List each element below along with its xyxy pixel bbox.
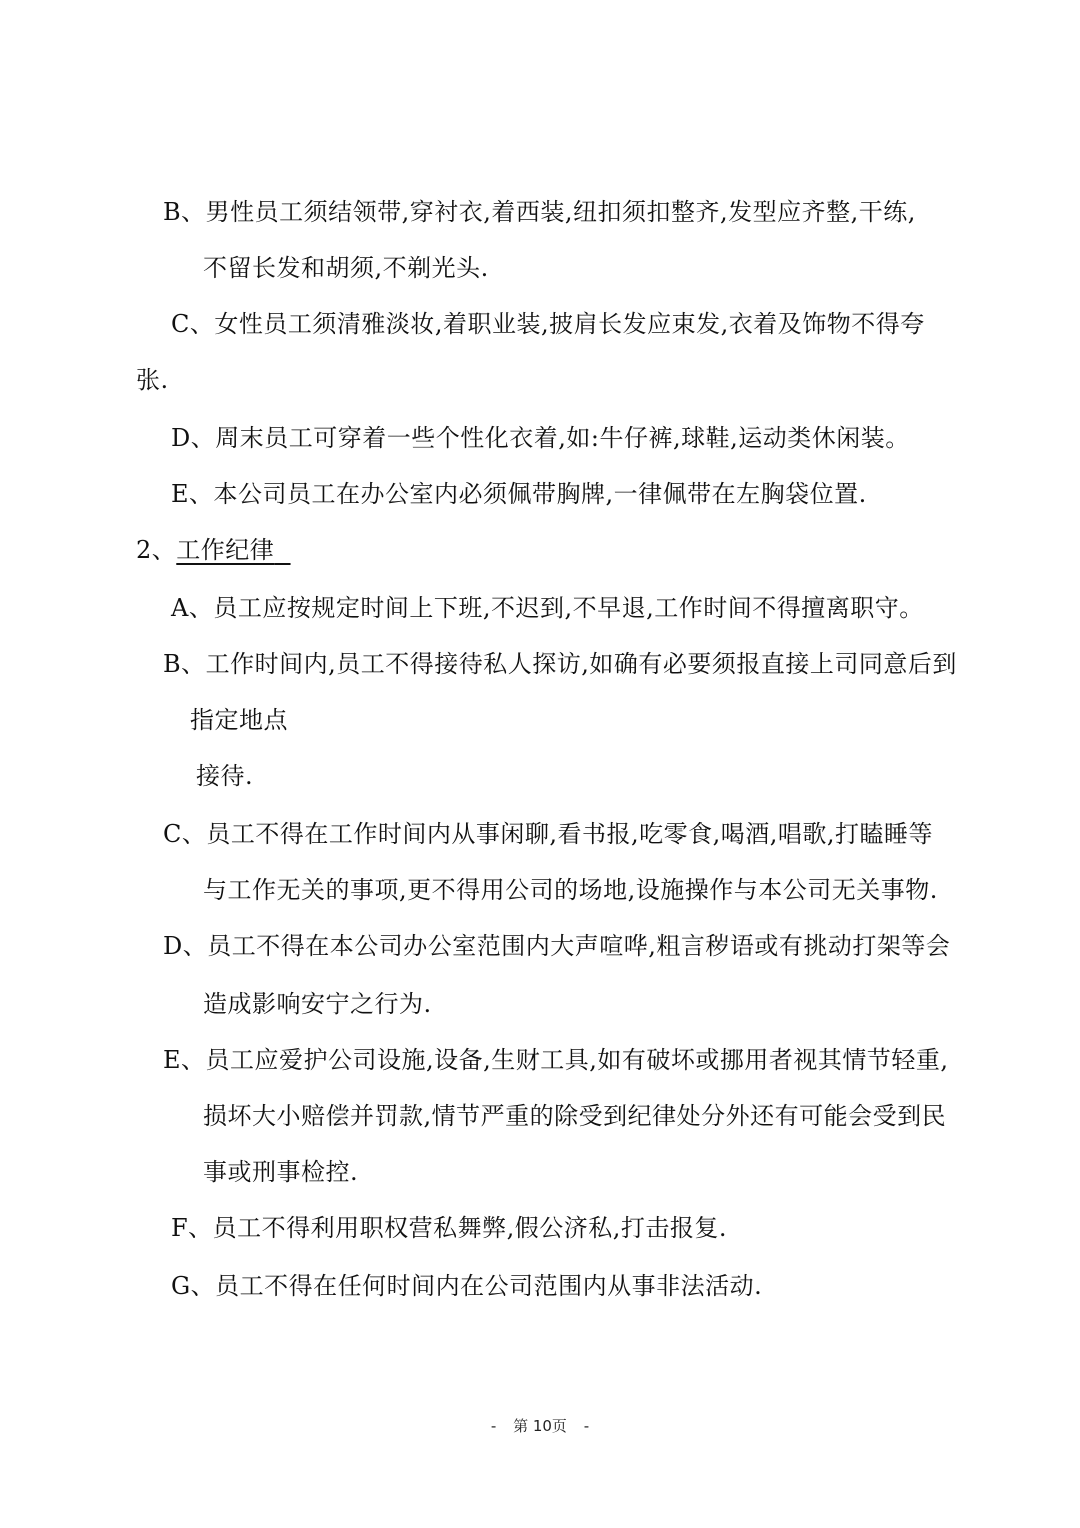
paragraph-line: 造成影响安宁之行为. [203,990,432,1018]
paragraph-line: A、员工应按规定时间上下班,不迟到,不早退,工作时间不得擅离职守。 [171,594,924,622]
footer-dash-left: - [490,1417,497,1435]
paragraph-line: C、女性员工须清雅淡妆,着职业装,披肩长发应束发,衣着及饰物不得夸 [171,310,925,338]
section-number: 2、 [136,536,177,564]
paragraph-line: D、员工不得在本公司办公室范围内大声喧哗,粗言秽语或有挑动打架等会 [163,932,951,960]
paragraph-line: 与工作无关的事项,更不得用公司的场地,设施操作与本公司无关事物. [203,876,938,904]
paragraph-line: 接待. [196,762,254,790]
page-number: 第 10页 [513,1417,567,1435]
paragraph-line: C、员工不得在工作时间内从事闲聊,看书报,吃零食,喝酒,唱歌,打瞌睡等 [163,820,934,848]
paragraph-line: B、工作时间内,员工不得接待私人探访,如确有必要须报直接上司同意后到 [163,650,957,678]
paragraph-line: D、周末员工可穿着一些个性化衣着,如:牛仔裤,球鞋,运动类休闲装。 [171,424,910,452]
footer-dash-right: - [583,1417,590,1435]
paragraph-line: B、男性员工须结领带,穿衬衣,着西装,纽扣须扣整齐,发型应齐整,干练, [163,198,916,226]
section-title: 工作纪律 [176,536,275,564]
paragraph-line: F、员工不得利用职权营私舞弊,假公济私,打击报复. [171,1214,728,1242]
paragraph-line: G、员工不得在任何时间内在公司范围内从事非法活动. [171,1272,763,1300]
paragraph-line: 事或刑事检控. [203,1158,359,1186]
paragraph-line: E、员工应爱护公司设施,设备,生财工具,如有破坏或挪用者视其情节轻重, [163,1046,949,1074]
page-footer [0,1416,1080,1436]
paragraph-line: 张. [136,366,169,394]
section-heading [136,534,291,566]
paragraph-line: E、本公司员工在办公室内必须佩带胸牌,一律佩带在左胸袋位置. [171,480,867,508]
paragraph-line: 不留长发和胡须,不剃光头. [203,254,489,282]
paragraph-line: 损坏大小赔偿并罚款,情节严重的除受到纪律处分外还有可能会受到民 [203,1102,947,1130]
paragraph-line: 指定地点 [190,706,288,734]
